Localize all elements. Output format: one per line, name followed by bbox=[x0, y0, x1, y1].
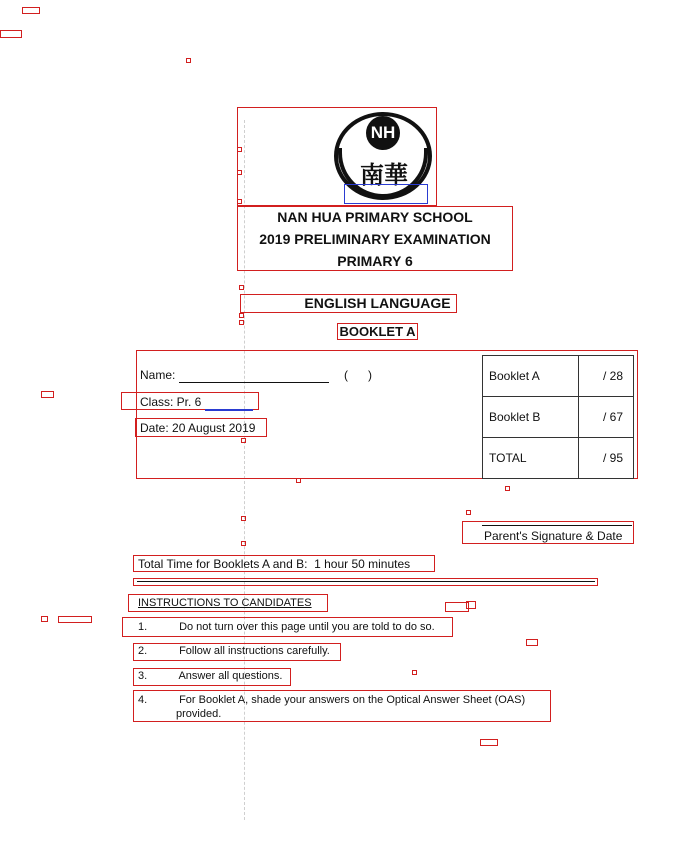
table-row bbox=[483, 397, 634, 438]
table-row bbox=[483, 356, 634, 397]
index-bracket: ( ) bbox=[344, 368, 373, 382]
school-header bbox=[238, 206, 512, 272]
instruction-number: 2. bbox=[138, 645, 148, 657]
annotation-mark bbox=[526, 639, 538, 646]
annotation-mark bbox=[22, 7, 40, 14]
score-value: / 28 bbox=[578, 356, 633, 397]
instructions-heading: INSTRUCTIONS TO CANDIDATES bbox=[138, 597, 312, 609]
annotation-mark bbox=[239, 320, 244, 325]
annotation-mark bbox=[41, 616, 48, 622]
subject-title: ENGLISH LANGUAGE bbox=[304, 295, 451, 311]
annotation-mark bbox=[186, 58, 191, 63]
class-label: Class: Pr. 6 bbox=[140, 395, 202, 409]
instruction-text-continued: provided. bbox=[176, 708, 222, 720]
annotation-mark bbox=[239, 313, 244, 318]
instruction-item bbox=[138, 645, 330, 657]
logo-monogram: NH bbox=[366, 116, 400, 150]
divider-line bbox=[137, 581, 595, 582]
annotation-mark bbox=[0, 30, 22, 38]
score-label: Booklet A bbox=[483, 356, 579, 397]
score-label: Booklet B bbox=[483, 397, 579, 438]
annotation-mark bbox=[466, 601, 476, 609]
class-line bbox=[140, 395, 253, 411]
score-value: / 67 bbox=[578, 397, 633, 438]
level: PRIMARY 6 bbox=[337, 253, 413, 269]
instruction-number: 4. bbox=[138, 694, 148, 706]
name-label: Name: bbox=[140, 368, 176, 382]
instruction-item bbox=[138, 621, 435, 633]
booklet-title: BOOKLET A bbox=[339, 324, 416, 339]
score-label: TOTAL bbox=[483, 438, 579, 479]
annotation-mark bbox=[58, 616, 92, 623]
annotation-mark bbox=[241, 541, 246, 546]
signature-label: Parent's Signature & Date bbox=[484, 529, 623, 543]
annotation-mark bbox=[241, 516, 246, 521]
date-label: Date: 20 August 2019 bbox=[140, 421, 256, 435]
annotation-mark bbox=[466, 510, 471, 515]
instruction-text: Answer all questions. bbox=[178, 670, 283, 682]
instruction-item bbox=[138, 670, 282, 682]
annotation-mark bbox=[239, 285, 244, 290]
annotation-mark bbox=[480, 739, 498, 746]
exam-title: 2019 PRELIMINARY EXAMINATION bbox=[259, 231, 491, 247]
annotation-mark bbox=[412, 670, 417, 675]
instruction-text: Do not turn over this page until you are told to do so. bbox=[179, 621, 435, 633]
school-name: NAN HUA PRIMARY SCHOOL bbox=[277, 209, 473, 225]
total-time: Total Time for Booklets A and B: 1 hour 50 minutes bbox=[138, 557, 411, 571]
score-value: / 95 bbox=[578, 438, 633, 479]
name-line bbox=[140, 368, 372, 383]
instruction-text: Follow all instructions carefully. bbox=[179, 645, 330, 657]
name-blank bbox=[179, 368, 329, 383]
class-blank bbox=[205, 395, 253, 411]
score-table bbox=[482, 355, 634, 479]
logo-underline-box bbox=[344, 184, 428, 204]
instruction-text: For Booklet A, shade your answers on the Optical Answer Sheet (OAS) bbox=[179, 694, 526, 706]
annotation-mark bbox=[41, 391, 54, 398]
logo-chinese-characters: 南華 bbox=[360, 161, 408, 189]
annotation-mark bbox=[505, 486, 510, 491]
instruction-number: 1. bbox=[138, 621, 148, 633]
instruction-item bbox=[138, 694, 525, 706]
signature-line bbox=[482, 525, 632, 526]
divider-region bbox=[133, 578, 598, 586]
table-row bbox=[483, 438, 634, 479]
instruction-number: 3. bbox=[138, 670, 148, 682]
